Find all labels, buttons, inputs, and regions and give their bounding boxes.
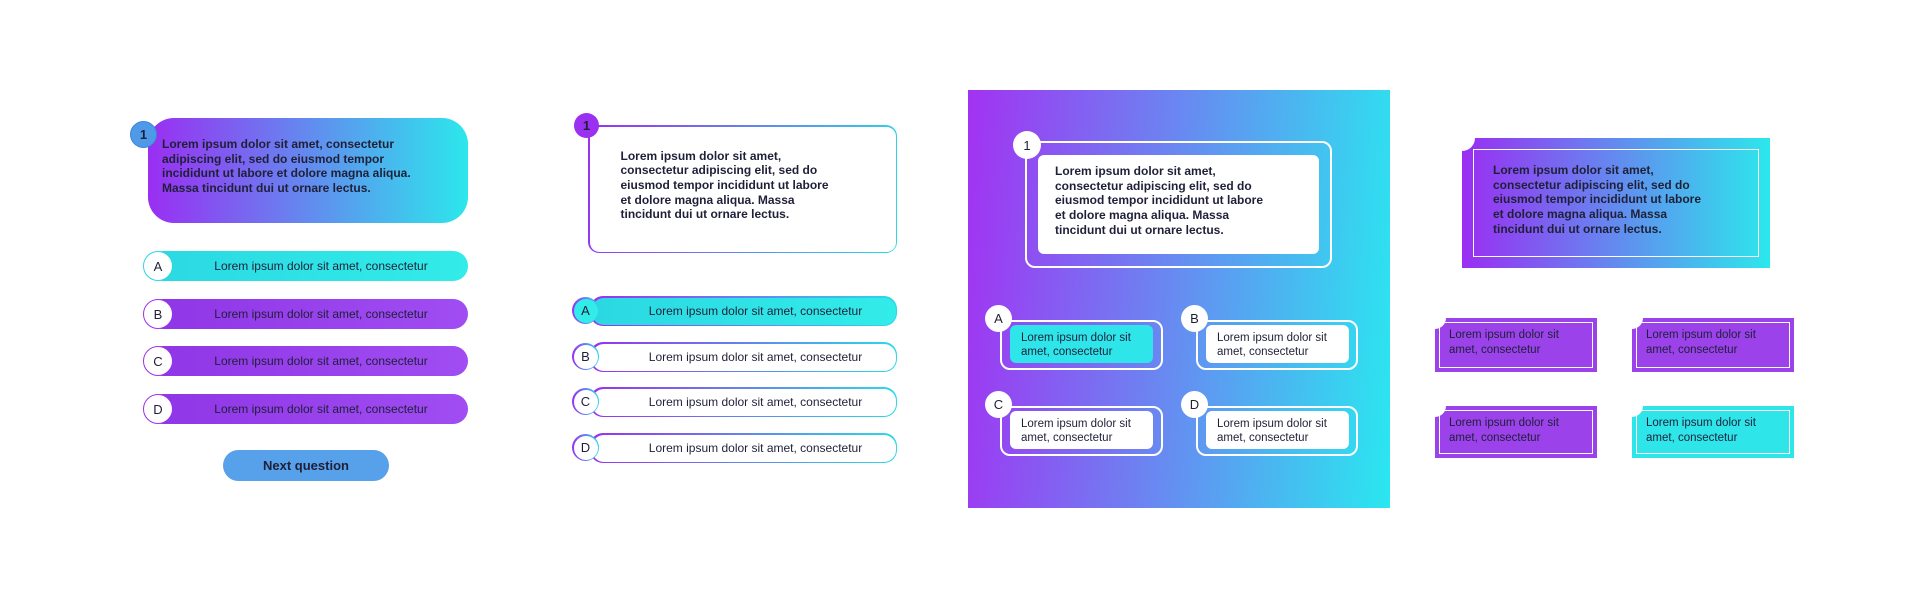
corner-notch xyxy=(1449,125,1475,151)
question-line: et dolore magna aliqua. Massa xyxy=(1055,208,1230,223)
question-line: consectetur adipiscing elit, sed do xyxy=(1055,178,1252,193)
question-text xyxy=(590,127,896,252)
question-number-badge: 1 xyxy=(130,121,157,148)
question-card xyxy=(139,118,468,223)
option-d[interactable] xyxy=(1189,397,1358,456)
corner-notch xyxy=(1621,395,1643,417)
option-letter-badge: B xyxy=(1181,305,1208,332)
option-text: Lorem ipsum dolor sit amet, consectetur xyxy=(592,389,896,416)
question-number-badge: 1 xyxy=(1013,131,1041,159)
question-text xyxy=(1493,163,1701,237)
question-line: et dolore magna aliqua. Massa xyxy=(620,192,795,207)
option-d[interactable] xyxy=(580,433,897,463)
question-line: consectetur adipiscing elit, sed do xyxy=(1493,177,1690,192)
quiz-style-rounded xyxy=(139,118,468,488)
quiz-style-outline xyxy=(580,118,897,465)
option-c[interactable] xyxy=(580,387,897,417)
option-text xyxy=(1206,411,1349,449)
option-c[interactable] xyxy=(993,397,1163,456)
option-text-line: Lorem ipsum dolor sit xyxy=(1646,417,1756,429)
option-text-line: amet, consectetur xyxy=(1449,431,1541,444)
option-text-line: Lorem ipsum dolor sit xyxy=(1021,332,1131,344)
question-card xyxy=(1462,138,1770,268)
option-text-line: Lorem ipsum dolor sit xyxy=(1021,418,1131,430)
option-text: Lorem ipsum dolor sit amet, consectetur xyxy=(592,344,896,371)
option-letter: B xyxy=(574,345,598,369)
option-text xyxy=(1646,328,1756,357)
option-text-line: Lorem ipsum dolor sit xyxy=(1646,329,1756,341)
option-text-line: amet, consectetur xyxy=(1449,343,1541,356)
question-card xyxy=(582,118,897,253)
option-letter: C xyxy=(574,390,598,414)
option-text: Lorem ipsum dolor sit amet, consectetur xyxy=(214,307,428,321)
option-text-line: amet, consectetur xyxy=(1646,343,1738,356)
option-a[interactable] xyxy=(1435,318,1597,372)
option-letter-badge xyxy=(572,434,599,461)
option-letter-badge xyxy=(572,388,599,415)
option-text-line: amet, consectetur xyxy=(1646,431,1738,444)
option-text: Lorem ipsum dolor sit amet, consectetur xyxy=(592,435,896,462)
option-text-line: amet, consectetur xyxy=(1021,432,1113,444)
question-line: eiusmod tempor incididunt ut labore xyxy=(620,177,829,192)
question-number-badge: 1 xyxy=(574,113,599,138)
option-text xyxy=(1206,325,1349,363)
option-b[interactable] xyxy=(148,299,468,329)
option-text xyxy=(1010,411,1153,449)
option-text-line: amet, consectetur xyxy=(1021,346,1113,358)
next-question-button[interactable]: Next question xyxy=(223,450,389,481)
option-text-line: Lorem ipsum dolor sit xyxy=(1449,329,1559,341)
option-letter-badge: C xyxy=(985,391,1012,418)
option-c[interactable] xyxy=(148,346,468,376)
option-letter: D xyxy=(574,436,598,460)
question-line: tincidunt dui ut ornare lectus. xyxy=(1493,221,1662,236)
option-b[interactable] xyxy=(1632,318,1794,372)
question-line: eiusmod tempor incididunt ut labore xyxy=(1493,192,1702,207)
option-text xyxy=(1449,328,1559,357)
question-line: adipiscing elit, sed do eiusmod tempor xyxy=(162,151,385,166)
option-d[interactable] xyxy=(1632,406,1794,458)
question-line: Lorem ipsum dolor sit amet, xyxy=(620,148,782,163)
option-letter-badge: B xyxy=(143,299,173,329)
question-line: eiusmod tempor incididunt ut labore xyxy=(1055,193,1264,208)
question-line: tincidunt dui ut ornare lectus. xyxy=(620,207,790,222)
option-letter-badge: A xyxy=(985,305,1012,332)
option-text-line: Lorem ipsum dolor sit xyxy=(1217,332,1327,344)
question-line: tincidunt dui ut ornare lectus. xyxy=(1055,222,1224,237)
question-line: et dolore magna aliqua. Massa xyxy=(1493,207,1668,222)
option-text xyxy=(1646,416,1756,445)
question-line: Lorem ipsum dolor sit amet, xyxy=(1493,163,1654,177)
question-text xyxy=(1038,155,1319,254)
corner-notch xyxy=(1424,395,1446,417)
option-letter-badge: D xyxy=(1181,391,1208,418)
option-text xyxy=(1449,416,1559,445)
corner-notch xyxy=(1424,307,1446,329)
option-letter-badge: D xyxy=(143,394,173,424)
option-a[interactable] xyxy=(581,296,897,326)
option-a[interactable] xyxy=(994,311,1163,370)
question-line: Lorem ipsum dolor sit amet, consectetur xyxy=(162,137,395,151)
option-letter-badge: A xyxy=(143,251,173,281)
option-text-line: amet, consectetur xyxy=(1217,346,1309,358)
option-letter-badge xyxy=(572,343,599,370)
option-b[interactable] xyxy=(581,342,897,372)
option-text: Lorem ipsum dolor sit amet, consectetur xyxy=(214,259,428,273)
option-text xyxy=(1010,325,1153,363)
option-a[interactable] xyxy=(148,251,468,281)
option-text-line: Lorem ipsum dolor sit xyxy=(1449,417,1559,429)
question-line: Massa tincidunt dui ut ornare lectus. xyxy=(162,180,371,195)
option-b[interactable] xyxy=(1190,311,1358,370)
option-letter: A xyxy=(574,299,598,323)
option-c[interactable] xyxy=(1435,406,1597,458)
question-text xyxy=(148,118,468,195)
option-text: Lorem ipsum dolor sit amet, consectetur xyxy=(592,298,896,325)
option-text: Lorem ipsum dolor sit amet, consectetur xyxy=(214,354,428,368)
option-text-line: Lorem ipsum dolor sit xyxy=(1217,418,1327,430)
question-line: Lorem ipsum dolor sit amet, xyxy=(1055,164,1216,178)
option-letter-badge: C xyxy=(143,346,173,376)
question-line: consectetur adipiscing elit, sed do xyxy=(620,163,818,178)
option-text-line: amet, consectetur xyxy=(1217,432,1309,444)
option-letter-badge xyxy=(572,297,599,324)
question-card xyxy=(1023,137,1332,268)
quiz-style-gradient-panel xyxy=(968,90,1390,508)
option-d[interactable] xyxy=(148,394,468,424)
option-text: Lorem ipsum dolor sit amet, consectetur xyxy=(214,402,428,416)
quiz-style-sharp xyxy=(1435,130,1795,470)
corner-notch xyxy=(1621,307,1643,329)
question-line: incididunt ut labore et dolore magna aliqua. xyxy=(162,166,411,181)
